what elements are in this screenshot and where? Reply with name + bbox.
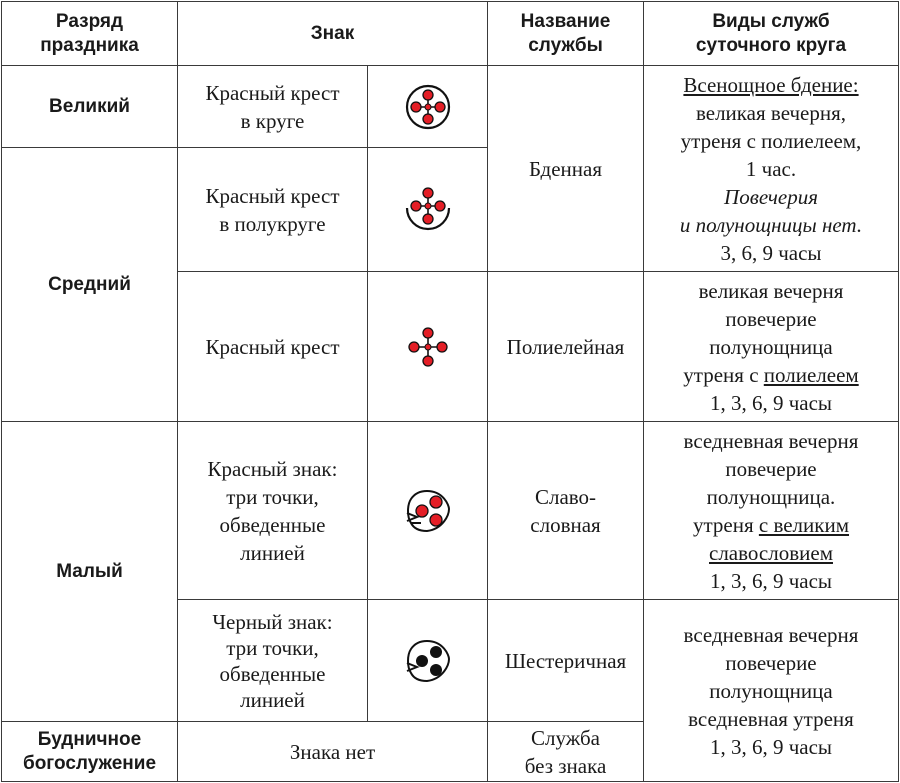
service-name-sixfold: Шестеричная <box>488 600 644 722</box>
rank-small: Малый <box>2 422 178 722</box>
sign-text-cross-semicircle: Красный крест в полукруге <box>178 148 368 272</box>
service-name-no-sign: Служба без знака <box>488 722 644 782</box>
row-great <box>2 66 899 148</box>
sign-icon-cell-doxology <box>368 422 488 600</box>
sign-text-cross: Красный крест <box>178 272 368 422</box>
rank-middle: Средний <box>2 148 178 422</box>
sign-icon-cell-sixfold <box>368 600 488 722</box>
services-polyeleos: великая вечерня повечерие полунощница утреня с полиелеем 1, 3, 6, 9 часы <box>644 272 899 422</box>
sign-text-red-three: Красный знак: три точки, обведенные линией <box>178 422 368 600</box>
sign-icon-cell-polyeleos <box>368 272 488 422</box>
header-rank: Разряд праздника <box>2 2 178 66</box>
sign-text-none: Знака нет <box>178 722 488 782</box>
header-row <box>2 2 899 66</box>
red-cross-icon <box>406 325 450 369</box>
header-sign: Знак <box>178 2 488 66</box>
rank-weekday: Будничное богослужение <box>2 722 178 782</box>
row-small-red <box>2 422 899 600</box>
header-services: Виды служб суточного круга <box>644 2 899 66</box>
service-name-vigil: Бденная <box>488 66 644 272</box>
rank-great: Великий <box>2 66 178 148</box>
sign-text-black-three: Черный знак: три точки, обведенные линией <box>178 600 368 722</box>
feast-rank-table <box>1 1 899 782</box>
sign-icon-cell-great <box>368 66 488 148</box>
red-three-dots-outlined-icon <box>403 487 453 535</box>
service-name-polyeleos: Полиелейная <box>488 272 644 422</box>
sign-text-cross-circle: Красный крест в круге <box>178 66 368 148</box>
header-service-name: Название службы <box>488 2 644 66</box>
services-doxology: вседневная вечерня повечерие полунощница. утреня с великим славословием 1, 3, 6, 9 часы <box>644 422 899 600</box>
sign-icon-cell-middle <box>368 148 488 272</box>
services-sixfold: вседневная вечерня повечерие полунощница вседневная утреня 1, 3, 6, 9 часы <box>644 600 899 782</box>
service-name-doxology: Славо- словная <box>488 422 644 600</box>
red-cross-in-circle-icon <box>404 83 452 131</box>
red-cross-in-semicircle-icon <box>404 184 452 236</box>
services-vigil: Всенощное бдение: великая вечерня, утреня с полиелеем, 1 час. Повечерия и полунощницы нет. 3, 6, 9 часы <box>644 66 899 272</box>
black-three-dots-outlined-icon <box>403 637 453 685</box>
